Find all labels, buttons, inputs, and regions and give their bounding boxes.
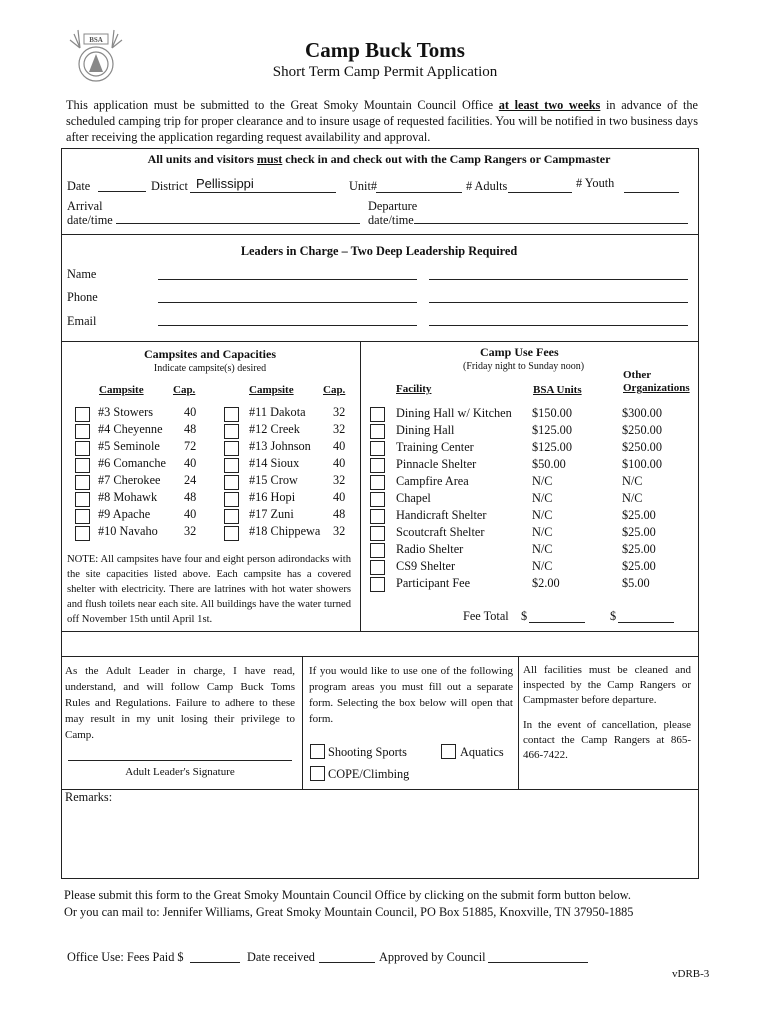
- divider: [360, 341, 361, 631]
- departure-field[interactable]: [414, 223, 688, 224]
- campsite-capacity: 32: [184, 524, 197, 538]
- campsite-checkbox[interactable]: [224, 475, 239, 490]
- facility-bsa-fee: N/C: [532, 525, 553, 539]
- campsite-name: #18 Chippewa: [249, 524, 321, 538]
- fees-paid-field[interactable]: [190, 962, 240, 963]
- facility-bsa-fee: N/C: [532, 559, 553, 573]
- campsite-checkbox[interactable]: [75, 441, 90, 456]
- remarks-label: Remarks:: [65, 790, 113, 804]
- facility-bsa-fee: $125.00: [532, 423, 572, 437]
- campsite-capacity: 32: [333, 405, 346, 419]
- campsite-capacity: 72: [184, 439, 197, 453]
- facility-other-fee: $250.00: [622, 440, 662, 454]
- form-code: vDRB-3: [672, 968, 710, 980]
- facility-bsa-fee: $2.00: [532, 576, 560, 590]
- facility-other-fee: $250.00: [622, 423, 662, 437]
- facility-name: Scoutcraft Shelter: [396, 525, 485, 539]
- checkin-notice: All units and visitors must check in and check out with the Camp Rangers or Campmaster: [147, 152, 611, 166]
- facility-checkbox[interactable]: [370, 577, 385, 592]
- campsites-subheading: Indicate campsite(s) desired: [153, 363, 267, 374]
- adults-field[interactable]: [508, 192, 572, 193]
- leader2-name-field[interactable]: [429, 279, 688, 280]
- facility-other-fee: N/C: [622, 474, 643, 488]
- date-field[interactable]: [98, 191, 146, 192]
- facility-bsa-fee: N/C: [532, 508, 553, 522]
- divider: [61, 789, 698, 790]
- fee-total-bsa-field[interactable]: [529, 622, 585, 623]
- footer-line-1: Please submit this form to the Great Smoky Mountain Council Office by clicking on the submit form button below.: [64, 888, 631, 902]
- program-text: If you would like to use one of the following program areas you must fill out a separate form. Selecting the box below will open that form.: [309, 665, 513, 725]
- leader1-email-field[interactable]: [158, 325, 417, 326]
- campsite-capacity: 40: [184, 405, 197, 419]
- office-use-label: Office Use: Fees Paid $: [67, 950, 184, 964]
- fees-subheading: (Friday night to Sunday noon): [463, 361, 585, 372]
- facility-checkbox[interactable]: [370, 543, 385, 558]
- cancellation-text: In the event of cancellation, please contact the Camp Rangers at 865-466-7422.: [523, 719, 691, 761]
- campsite-capacity: 40: [333, 456, 346, 470]
- facility-other-fee: $25.00: [622, 559, 656, 573]
- col-facility: Facility: [396, 383, 432, 395]
- campsites-heading: Campsites and Capacities: [143, 347, 276, 361]
- campsite-capacity: 48: [333, 507, 346, 521]
- facility-checkbox[interactable]: [370, 475, 385, 490]
- campsite-capacity: 48: [184, 490, 197, 504]
- campsite-checkbox[interactable]: [224, 441, 239, 456]
- divider: [518, 656, 519, 790]
- facility-bsa-fee: N/C: [532, 542, 553, 556]
- campsite-capacity: 40: [333, 439, 346, 453]
- facility-checkbox[interactable]: [370, 492, 385, 507]
- facility-name: CS9 Shelter: [396, 559, 456, 573]
- campsite-checkbox[interactable]: [224, 407, 239, 422]
- facility-bsa-fee: $50.00: [532, 457, 566, 471]
- facility-name: Chapel: [396, 491, 431, 505]
- facility-bsa-fee: $150.00: [532, 406, 572, 420]
- facility-checkbox[interactable]: [370, 458, 385, 473]
- campsite-checkbox[interactable]: [224, 509, 239, 524]
- fee-total-dollar-other: $: [610, 609, 617, 623]
- email-label: Email: [67, 314, 97, 328]
- phone-label: Phone: [67, 290, 98, 304]
- district-field[interactable]: [190, 192, 336, 193]
- facility-other-fee: $25.00: [622, 525, 656, 539]
- facility-name: Campfire Area: [396, 474, 469, 488]
- campsite-name: #15 Crow: [249, 473, 298, 487]
- divider: [61, 234, 698, 235]
- campsite-name: #5 Seminole: [98, 439, 160, 453]
- campsite-checkbox[interactable]: [75, 424, 90, 439]
- date-label: Date: [67, 179, 91, 193]
- col-campsite-right: Campsite: [249, 384, 294, 396]
- facility-bsa-fee: $125.00: [532, 440, 572, 454]
- fees-heading: Camp Use Fees: [480, 345, 559, 359]
- facility-name: Pinnacle Shelter: [396, 457, 477, 471]
- facility-name: Participant Fee: [396, 576, 471, 590]
- arrival-label: Arrival date/time: [67, 199, 113, 227]
- leaders-heading: Leaders in Charge – Two Deep Leadership Required: [240, 244, 518, 258]
- intro-emphasis: at least two weeks: [498, 98, 601, 112]
- page-title: Camp Buck Toms: [305, 38, 465, 62]
- facility-other-fee: N/C: [622, 491, 643, 505]
- campsite-capacity: 32: [333, 422, 346, 436]
- remarks-field[interactable]: [120, 805, 690, 871]
- campsite-checkbox[interactable]: [224, 424, 239, 439]
- cope-climbing-label: COPE/Climbing: [328, 767, 410, 781]
- campsite-capacity: 24: [184, 473, 197, 487]
- facility-name: Handicraft Shelter: [396, 508, 487, 522]
- footer-line-2: Or you can mail to: Jennifer Williams, Great Smoky Mountain Council, PO Box 51885, Knoxville, TN 37950-1885: [64, 905, 634, 919]
- facility-bsa-fee: N/C: [532, 474, 553, 488]
- campsite-name: #14 Sioux: [249, 456, 300, 470]
- campsite-checkbox[interactable]: [224, 492, 239, 507]
- facility-checkbox[interactable]: [370, 441, 385, 456]
- campsite-capacity: 32: [333, 524, 346, 538]
- campsite-checkbox[interactable]: [75, 509, 90, 524]
- campsite-name: #12 Creek: [249, 422, 300, 436]
- facility-name: Radio Shelter: [396, 542, 464, 556]
- facility-name: Dining Hall: [396, 423, 455, 437]
- aquatics-label: Aquatics: [460, 745, 504, 759]
- approved-label: Approved by Council: [379, 950, 486, 964]
- facility-other-fee: $100.00: [622, 457, 662, 471]
- agreement-text: As the Adult Leader in charge, I have read, understand, and will follow Camp Buck Toms Rules and Regulations. Failure to adhere to these may result in my unit losing their privilege to Camp.: [65, 665, 295, 741]
- facility-checkbox[interactable]: [370, 526, 385, 541]
- campsite-name: #6 Comanche: [98, 456, 166, 470]
- campsite-capacity: 40: [184, 456, 197, 470]
- campsite-name: #11 Dakota: [249, 405, 306, 419]
- youth-field[interactable]: [624, 192, 679, 193]
- leader1-phone-field[interactable]: [158, 302, 417, 303]
- district-value: Pellissippi: [196, 176, 254, 191]
- campsite-checkbox[interactable]: [75, 492, 90, 507]
- leader2-email-field[interactable]: [429, 325, 688, 326]
- campsite-checkbox[interactable]: [75, 458, 90, 473]
- shooting-sports-checkbox[interactable]: [310, 744, 325, 759]
- leader2-phone-field[interactable]: [429, 302, 688, 303]
- col-cap-right: Cap.: [323, 384, 346, 396]
- campsite-name: #10 Navaho: [98, 524, 158, 538]
- campsite-name: #13 Johnson: [249, 439, 311, 453]
- facility-bsa-fee: N/C: [532, 491, 553, 505]
- divider: [302, 656, 303, 790]
- facility-checkbox[interactable]: [370, 509, 385, 524]
- campsite-note: NOTE: All campsites have four and eight person adirondacks with the site capacities listed above. Each campsite has a covered shelter with electricity. There are latrines with hot water showers and flush toilets near each site. All buildings have the water turned off November 15th until April 1st.: [67, 554, 351, 625]
- shooting-sports-label: Shooting Sports: [328, 745, 407, 759]
- campsite-name: #17 Zuni: [249, 507, 294, 521]
- departure-label: Departure date/time: [368, 199, 418, 227]
- signature-label: Adult Leader's Signature: [125, 766, 235, 778]
- campsite-checkbox[interactable]: [75, 475, 90, 490]
- fee-total-label: Fee Total: [463, 609, 509, 623]
- unit-label: Unit#: [349, 179, 378, 193]
- page-subtitle: Short Term Camp Permit Application: [272, 64, 498, 80]
- fee-total-dollar-bsa: $: [521, 609, 528, 623]
- facility-other-fee: $5.00: [622, 576, 650, 590]
- col-other-orgs: Other Organizations: [623, 369, 690, 394]
- arrival-field[interactable]: [116, 223, 360, 224]
- campsite-checkbox[interactable]: [75, 526, 90, 541]
- campsite-capacity: 48: [184, 422, 197, 436]
- adults-label: # Adults: [466, 179, 508, 193]
- leader1-name-field[interactable]: [158, 279, 417, 280]
- campsite-name: #16 Hopi: [249, 490, 296, 504]
- facility-other-fee: $25.00: [622, 508, 656, 522]
- logo-text: BSA: [89, 36, 103, 44]
- cope-climbing-checkbox[interactable]: [310, 766, 325, 781]
- name-label: Name: [67, 267, 97, 281]
- divider: [61, 341, 698, 342]
- youth-label: # Youth: [576, 176, 615, 190]
- facility-other-fee: $25.00: [622, 542, 656, 556]
- facility-name: Dining Hall w/ Kitchen: [396, 406, 512, 420]
- col-bsa-units: BSA Units: [533, 384, 582, 396]
- campsite-checkbox[interactable]: [75, 407, 90, 422]
- campsite-name: #7 Cherokee: [98, 473, 161, 487]
- facility-other-fee: $300.00: [622, 406, 662, 420]
- divider: [61, 631, 698, 632]
- col-cap-left: Cap.: [173, 384, 196, 396]
- unit-field[interactable]: [376, 192, 462, 193]
- campsite-checkbox[interactable]: [224, 458, 239, 473]
- aquatics-checkbox[interactable]: [441, 744, 456, 759]
- signature-field[interactable]: [68, 760, 292, 761]
- intro-paragraph: This application must be submitted to the Great Smoky Mountain Council Office at least two weeks in advance of the scheduled camping trip for proper clearance and to insure usage of requested facilities. You will be notified in two business days after receiving the application regarding request availability and approval.: [66, 98, 698, 144]
- campsite-capacity: 40: [184, 507, 197, 521]
- campsite-capacity: 40: [333, 490, 346, 504]
- campsite-checkbox[interactable]: [224, 526, 239, 541]
- approved-field[interactable]: [488, 962, 588, 963]
- campsite-name: #8 Mohawk: [98, 490, 158, 504]
- facility-checkbox[interactable]: [370, 424, 385, 439]
- col-campsite-left: Campsite: [99, 384, 144, 396]
- campsite-capacity: 32: [333, 473, 346, 487]
- fee-total-other-field[interactable]: [618, 622, 674, 623]
- district-label: District: [151, 179, 188, 193]
- campsite-name: #9 Apache: [98, 507, 151, 521]
- divider: [61, 656, 698, 657]
- date-received-label: Date received: [247, 950, 315, 964]
- facility-name: Training Center: [396, 440, 474, 454]
- campsite-name: #3 Stowers: [98, 405, 153, 419]
- date-received-field[interactable]: [319, 962, 375, 963]
- footer-instructions: [64, 887, 633, 921]
- cleanup-text: All facilities must be cleaned and inspected by the Camp Rangers or Campmaster before departure.: [523, 664, 691, 706]
- campsite-name: #4 Cheyenne: [98, 422, 163, 436]
- facility-checkbox[interactable]: [370, 407, 385, 422]
- facility-checkbox[interactable]: [370, 560, 385, 575]
